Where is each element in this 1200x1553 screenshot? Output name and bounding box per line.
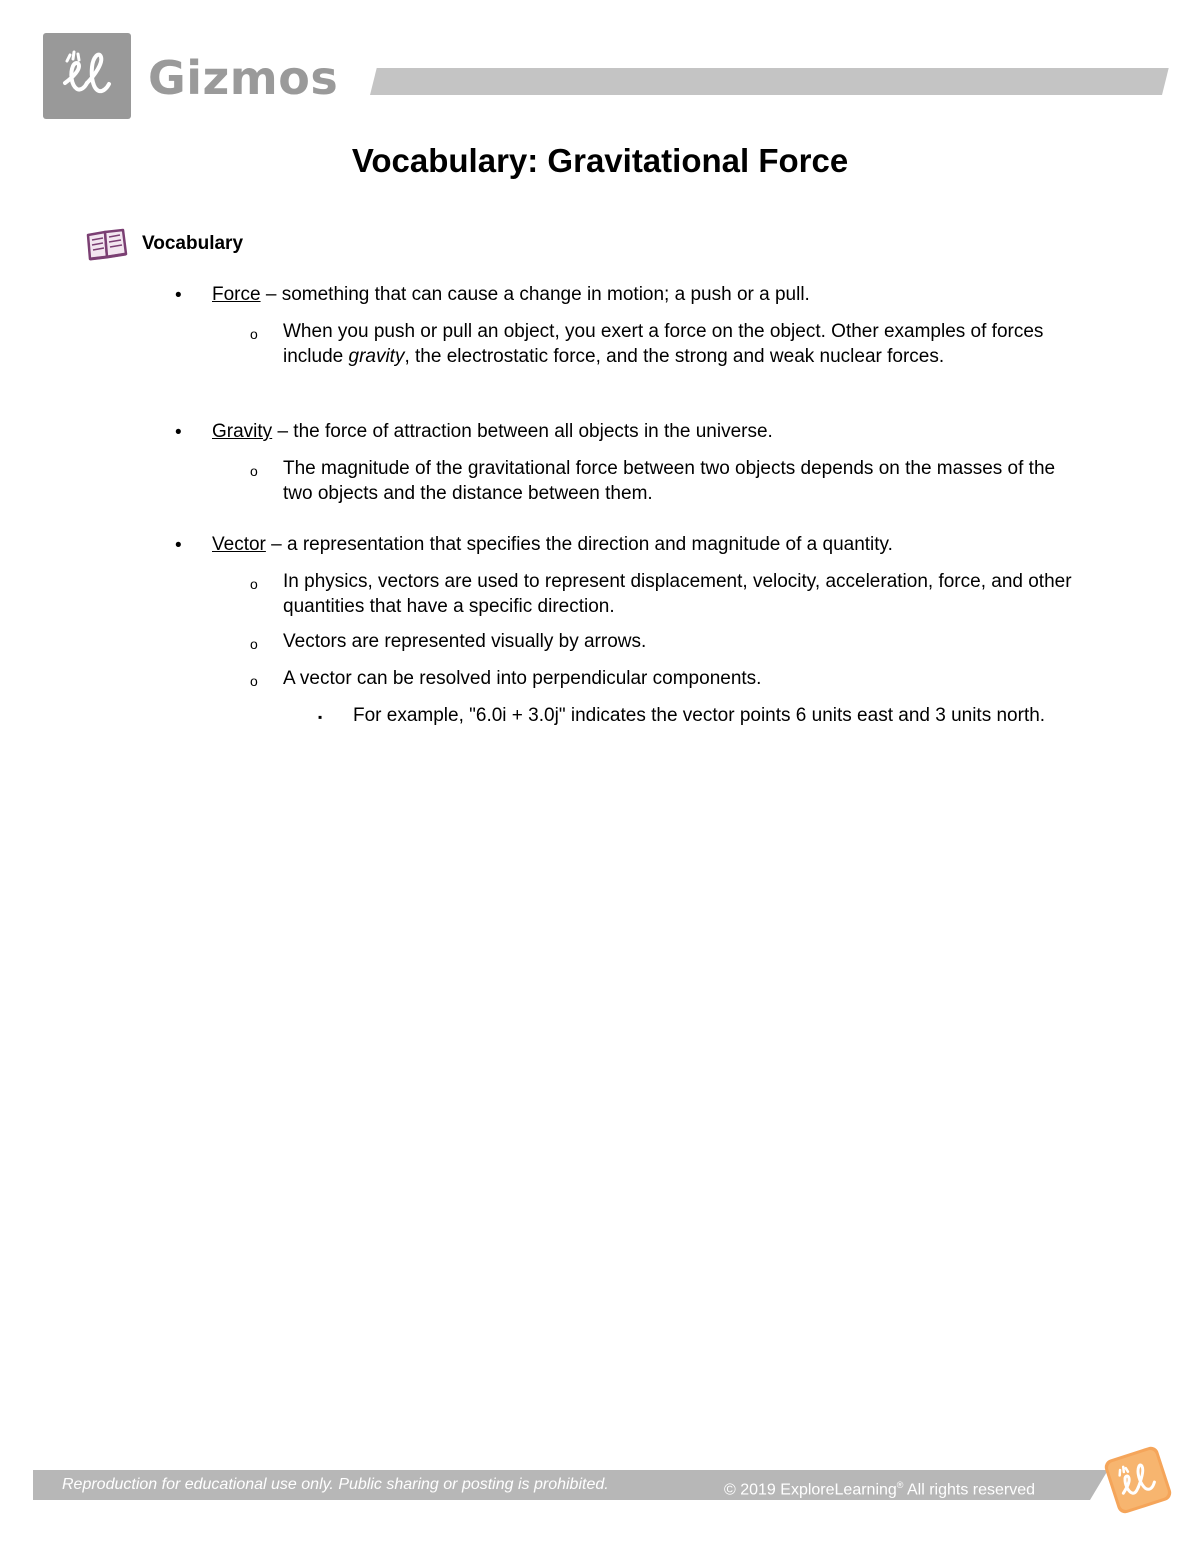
vector-note: A vector can be resolved into perpendicular components. — [283, 668, 762, 689]
bullet-marker: • — [175, 285, 182, 306]
gizmos-wordmark: Gizmos — [148, 51, 339, 105]
gravity-note: The magnitude of the gravitational force between two objects depends on the masses of the two objects and the distance between them. — [283, 458, 1056, 504]
vector-example: For example, "6.0i + 3.0j" indicates the vector points 6 units east and 3 units north. — [353, 705, 1046, 726]
explorelearning-footer-logo-icon — [1098, 1440, 1178, 1520]
el-logo-icon — [43, 33, 131, 119]
force-note-emphasis: gravity — [348, 345, 405, 367]
sub-bullet-marker: o — [250, 463, 258, 479]
square-bullet-marker: ▪ — [318, 710, 323, 724]
bullet-marker: • — [175, 422, 182, 443]
footer-notice: Reproduction for educational use only. Public sharing or posting is prohibited. — [62, 1476, 609, 1493]
vocab-entry-vector — [212, 533, 1072, 558]
force-note — [283, 320, 1073, 369]
registered-mark: ® — [896, 1480, 904, 1490]
vocab-entry-force — [212, 283, 1072, 308]
force-note-text: When you push or pull an object, you exert a force on the object. Other examples of forces include — [283, 321, 1044, 367]
sub-bullet-marker: o — [250, 636, 258, 652]
vector-note: In physics, vectors are used to represent displacement, velocity, acceleration, force, and other quantities that have a specific direction. — [283, 571, 1072, 617]
section-heading: Vocabulary — [142, 233, 244, 254]
sub-bullet-marker: o — [250, 576, 258, 592]
force-note-text-end: , the electrostatic force, and the strong and weak nuclear forces. — [404, 345, 945, 367]
bullet-marker: • — [175, 535, 182, 556]
sub-bullet-marker: o — [250, 673, 258, 689]
vocab-entry-gravity — [212, 420, 1072, 445]
open-book-icon — [85, 227, 129, 263]
term-vector: Vector — [212, 534, 266, 555]
header-stripe — [370, 68, 1169, 95]
definition-force: – something that can cause a change in motion; a push or a pull. — [260, 284, 810, 305]
definition-vector: – a representation that specifies the direction and magnitude of a quantity. — [265, 534, 893, 555]
vector-note: Vectors are represented visually by arrows. — [283, 631, 647, 652]
definition-gravity: – the force of attraction between all objects in the universe. — [272, 421, 773, 442]
term-gravity: Gravity — [212, 421, 273, 442]
footer-copyright — [724, 1474, 1035, 1501]
explorelearning-logo — [43, 33, 131, 119]
term-force: Force — [212, 284, 261, 305]
copyright-text: © 2019 ExploreLearning — [724, 1481, 897, 1499]
sub-bullet-marker: o — [250, 326, 258, 342]
page-title: Vocabulary: Gravitational Force — [351, 142, 849, 179]
rights-text: All rights reserved — [903, 1481, 1036, 1499]
